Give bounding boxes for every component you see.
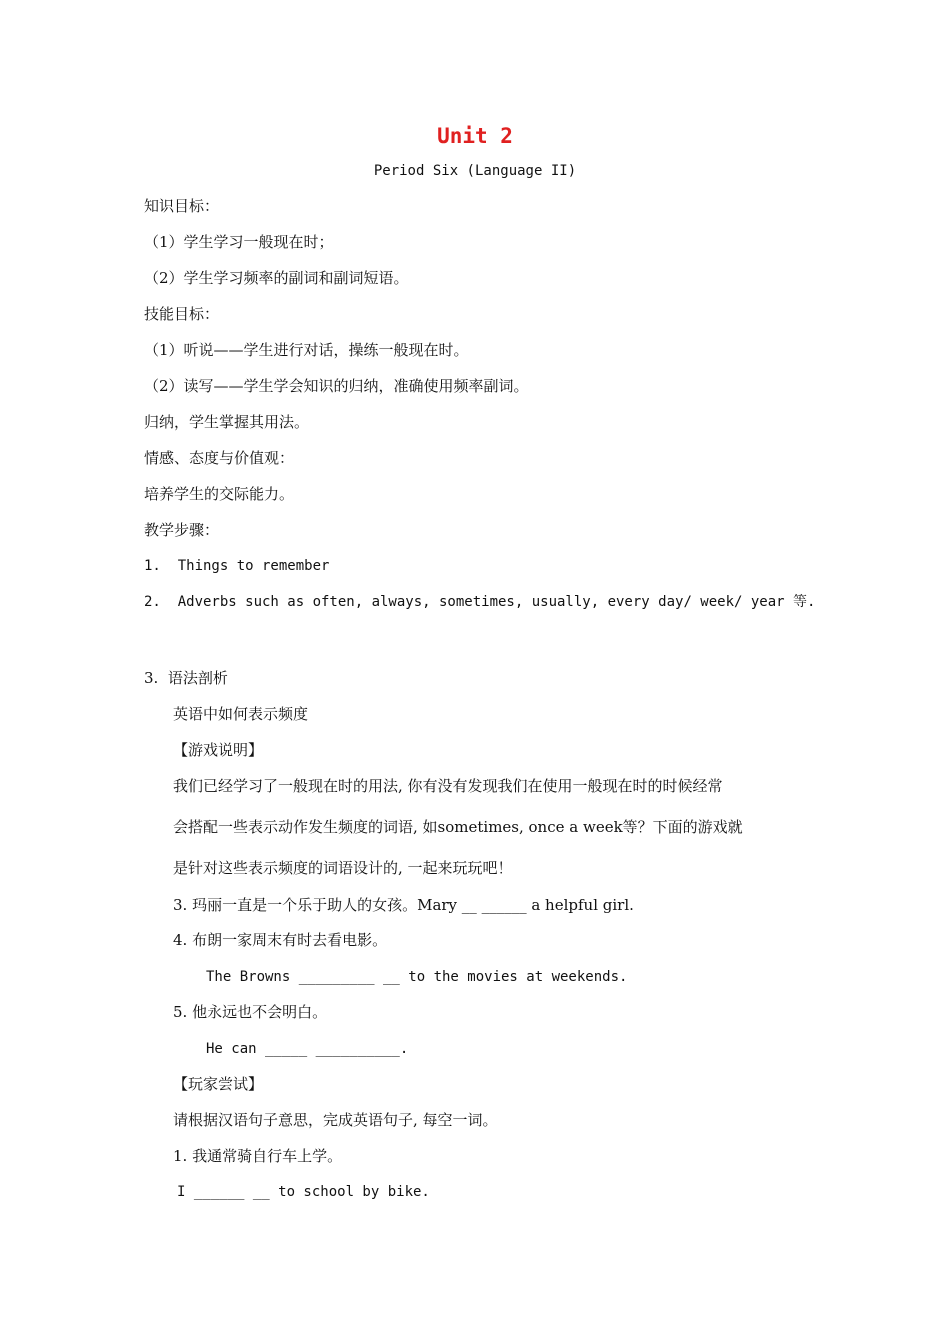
exercise-english: The Browns _________ __ to the movies at weekends. [206, 969, 628, 985]
try-item: 1. 我通常骑自行车上学。 [173, 1147, 343, 1165]
game-paragraph: 会搭配一些表示动作发生频度的词语, 如sometimes, once a week等？下面的游戏就 [173, 818, 743, 836]
skill-item: （1）听说——学生进行对话，操练一般现在时。 [144, 341, 469, 359]
section-heading: 英语中如何表示频度 [173, 705, 309, 723]
skill-item: （2）读写——学生学会知识的归纳，准确使用频率副词。 [144, 377, 529, 395]
skill-heading: 技能目标： [144, 305, 220, 323]
steps-heading: 教学步骤： [144, 521, 220, 539]
exercise-item: 3. 玛丽一直是一个乐于助人的女孩。Mary __ ______ a helpful girl. [173, 896, 634, 914]
exercise-english: He can _____ __________. [206, 1041, 409, 1057]
emotion-heading: 情感、态度与价值观： [144, 449, 295, 467]
try-english: I ______ __ to school by bike. [177, 1184, 430, 1200]
step-item: 2. Adverbs such as often, always, sometimes, usually, every day/ week/ year 等. [144, 594, 816, 610]
emotion-item: 培养学生的交际能力。 [144, 485, 295, 503]
try-instruction: 请根据汉语句子意思，完成英语句子, 每空一词。 [173, 1111, 498, 1129]
exercise-item: 4. 布朗一家周末有时去看电影。 [173, 931, 388, 949]
knowledge-item: （1）学生学习一般现在时； [144, 233, 334, 251]
step-item: 3. 语法剖析 [144, 669, 228, 687]
knowledge-item: （2）学生学习频率的副词和副词短语。 [144, 269, 409, 287]
exercise-item: 5. 他永远也不会明白。 [173, 1003, 328, 1021]
game-heading: 【游戏说明】 [173, 741, 264, 759]
game-paragraph: 是针对这些表示频度的词语设计的, 一起来玩玩吧！ [173, 859, 513, 877]
try-heading: 【玩家尝试】 [173, 1075, 264, 1093]
game-paragraph: 我们已经学习了一般现在时的用法, 你有没有发现我们在使用一般现在时的时候经常 [173, 777, 723, 795]
skill-item: 归纳，学生掌握其用法。 [144, 413, 310, 431]
page-title: Unit 2 [437, 124, 513, 148]
page-subtitle: Period Six (Language II) [373, 163, 577, 179]
knowledge-heading: 知识目标： [144, 197, 220, 215]
step-item: 1. Things to remember [144, 558, 330, 574]
